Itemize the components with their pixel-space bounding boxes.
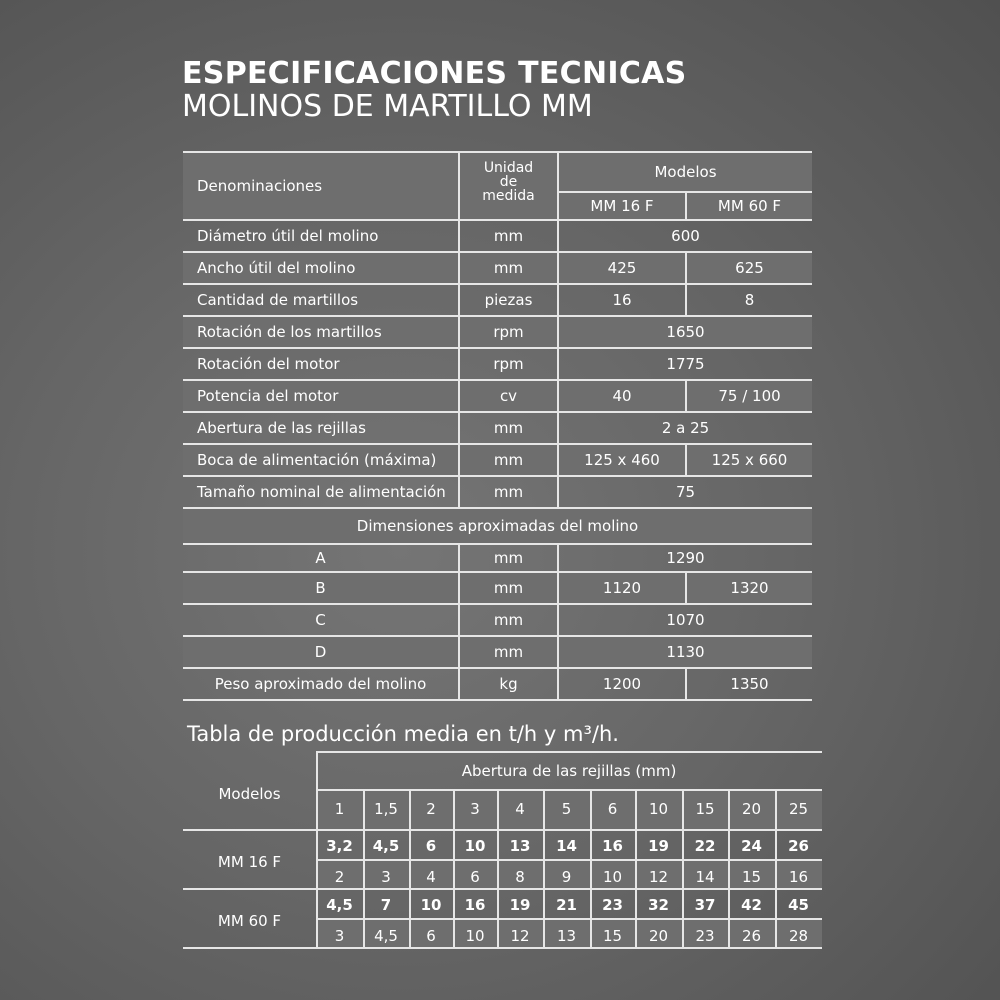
production-th-value: 7 <box>380 896 392 914</box>
dimension-value-model-1: 1200 <box>557 669 685 699</box>
production-m3h-value: 26 <box>741 927 762 945</box>
production-m3h-value: 14 <box>695 868 715 886</box>
aperture-value: 1,5 <box>374 800 398 818</box>
production-m3h-value: 12 <box>510 927 530 945</box>
production-th-value: 37 <box>694 896 716 914</box>
spec-value-model-2: 125 x 660 <box>685 445 812 475</box>
dimensions-header: Dimensiones aproximadas del molino <box>356 517 639 535</box>
production-th-value: 19 <box>648 837 669 855</box>
dimension-row <box>183 605 812 637</box>
dimension-value: 1290 <box>557 545 812 571</box>
dimension-name: B <box>315 579 326 597</box>
production-th-value: 10 <box>464 837 486 855</box>
spec-value-model-2: 75 / 100 <box>685 381 812 411</box>
spec-value-model-1: 125 x 460 <box>557 445 685 475</box>
production-m3h-value: 10 <box>602 868 623 886</box>
production-m3h-value: 4 <box>426 868 436 886</box>
header-unit-line3: medida <box>482 188 535 204</box>
spec-row <box>183 381 812 413</box>
production-th-value: 24 <box>741 837 762 855</box>
production-m3h-value: 16 <box>788 868 809 886</box>
header-unit-line1: Unidad <box>483 160 534 176</box>
dimension-unit: mm <box>458 605 557 635</box>
spec-unit: piezas <box>458 285 557 315</box>
spec-value-model-2: 625 <box>685 253 812 283</box>
aperture-value: 2 <box>426 800 436 818</box>
production-m3h-value: 2 <box>334 868 345 886</box>
aperture-value: 6 <box>607 800 618 818</box>
production-m3h-value: 23 <box>695 927 715 945</box>
production-th-value: 23 <box>602 896 623 914</box>
production-m3h-value: 13 <box>556 927 577 945</box>
production-title: Tabla de producción media en t/h y m³/h. <box>187 722 619 746</box>
model-name: MM 16 F <box>217 853 282 871</box>
header-models: Modelos <box>557 153 812 193</box>
production-m3h-value: 28 <box>788 927 809 945</box>
production-th-value: 45 <box>788 896 809 914</box>
spec-value-model-2: 8 <box>685 285 812 315</box>
dimension-row <box>183 545 812 573</box>
production-m3h-value: 6 <box>470 868 480 886</box>
spec-value: 75 <box>557 477 812 507</box>
specifications-table <box>183 151 812 699</box>
aperture-value: 1 <box>334 800 345 818</box>
spec-name: Abertura de las rejillas <box>197 419 366 437</box>
aperture-label: Abertura de las rejillas (mm) <box>461 762 677 780</box>
production-th-value: 10 <box>420 896 442 914</box>
spec-name: Cantidad de martillos <box>197 291 359 309</box>
dimension-value-model-2: 1320 <box>685 573 812 603</box>
spec-name: Diámetro útil del molino <box>197 227 379 245</box>
dimension-value: 1130 <box>557 637 812 667</box>
aperture-value: 5 <box>561 800 572 818</box>
spec-header-row <box>183 153 812 221</box>
production-m3h-value: 4,5 <box>374 927 398 945</box>
production-th-value: 4,5 <box>326 896 353 914</box>
production-m3h-value: 10 <box>465 927 485 945</box>
spec-row <box>183 317 812 349</box>
dimension-unit: mm <box>458 637 557 667</box>
production-th-value: 19 <box>509 896 531 914</box>
production-th-value: 22 <box>694 837 716 855</box>
model-name: MM 60 F <box>217 912 282 930</box>
spec-unit: rpm <box>458 317 557 347</box>
spec-row <box>183 253 812 285</box>
header-model-2: MM 60 F <box>685 193 812 219</box>
page-subtitle: MOLINOS DE MARTILLO MM <box>182 89 593 124</box>
aperture-value: 10 <box>648 800 669 818</box>
aperture-value: 25 <box>788 800 809 818</box>
dimension-row <box>183 669 812 701</box>
models-label: Modelos <box>218 785 281 803</box>
aperture-value: 20 <box>741 800 762 818</box>
spec-name: Potencia del motor <box>197 387 339 405</box>
grid-line <box>316 918 822 920</box>
production-th-value: 16 <box>464 896 486 914</box>
grid-line <box>183 829 822 831</box>
spec-row <box>183 349 812 381</box>
dimension-name: C <box>315 611 326 629</box>
production-m3h-value: 8 <box>515 868 525 886</box>
spec-unit: mm <box>458 413 557 443</box>
spec-unit: mm <box>458 445 557 475</box>
dimension-name: D <box>314 643 327 661</box>
grid-line <box>316 751 822 753</box>
spec-unit: mm <box>458 221 557 251</box>
spec-value: 1650 <box>557 317 812 347</box>
production-m3h-value: 15 <box>602 927 623 945</box>
header-unit-line2: de <box>499 174 518 190</box>
spec-row <box>183 285 812 317</box>
dimension-value: 1070 <box>557 605 812 635</box>
production-th-value: 13 <box>509 837 531 855</box>
production-m3h-value: 3 <box>334 927 345 945</box>
aperture-value: 3 <box>470 800 480 818</box>
grid-line <box>183 947 822 949</box>
spec-unit: rpm <box>458 349 557 379</box>
spec-value-model-1: 40 <box>557 381 685 411</box>
header-model-1: MM 16 F <box>557 193 685 219</box>
dimension-unit: kg <box>458 669 557 699</box>
spec-name: Rotación de los martillos <box>197 323 382 341</box>
aperture-value: 15 <box>695 800 715 818</box>
spec-value: 1775 <box>557 349 812 379</box>
header-denominaciones: Denominaciones <box>197 177 323 195</box>
production-m3h-value: 6 <box>426 927 436 945</box>
production-th-value: 21 <box>556 896 577 914</box>
spec-unit: mm <box>458 477 557 507</box>
spec-value-model-1: 16 <box>557 285 685 315</box>
page-title: ESPECIFICACIONES TECNICAS <box>182 56 687 91</box>
dimension-name: A <box>315 549 326 567</box>
spec-value-model-1: 425 <box>557 253 685 283</box>
grid-line <box>316 859 822 861</box>
production-m3h-value: 15 <box>741 868 762 886</box>
spec-name: Boca de alimentación (máxima) <box>197 451 437 469</box>
production-m3h-value: 3 <box>381 868 391 886</box>
spec-value: 600 <box>557 221 812 251</box>
aperture-value: 4 <box>515 800 525 818</box>
production-m3h-value: 12 <box>648 868 669 886</box>
production-th-value: 16 <box>602 837 623 855</box>
dimension-name: Peso aproximado del molino <box>214 675 427 693</box>
spec-row <box>183 445 812 477</box>
spec-unit: cv <box>458 381 557 411</box>
dimensions-header-row <box>183 509 812 545</box>
production-table <box>183 751 822 948</box>
grid-line <box>183 888 822 890</box>
header-unit <box>458 153 557 219</box>
dimension-row <box>183 637 812 669</box>
production-th-value: 42 <box>741 896 762 914</box>
spec-unit: mm <box>458 253 557 283</box>
production-th-value: 14 <box>556 837 577 855</box>
production-th-value: 3,2 <box>326 837 353 855</box>
spec-name: Rotación del motor <box>197 355 340 373</box>
dimension-row <box>183 573 812 605</box>
spec-value: 2 a 25 <box>557 413 812 443</box>
spec-row <box>183 477 812 509</box>
dimension-value-model-2: 1350 <box>685 669 812 699</box>
dimension-unit: mm <box>458 545 557 571</box>
production-m3h-value: 9 <box>561 868 572 886</box>
spec-name: Tamaño nominal de alimentación <box>197 483 446 501</box>
production-th-value: 32 <box>648 896 669 914</box>
production-m3h-value: 20 <box>648 927 669 945</box>
spec-name: Ancho útil del molino <box>197 259 356 277</box>
production-th-value: 26 <box>788 837 809 855</box>
spec-row <box>183 221 812 253</box>
dimension-value-model-1: 1120 <box>557 573 685 603</box>
spec-row <box>183 413 812 445</box>
dimension-unit: mm <box>458 573 557 603</box>
grid-line <box>316 789 822 791</box>
production-th-value: 4,5 <box>372 837 400 855</box>
production-th-value: 6 <box>425 837 437 855</box>
